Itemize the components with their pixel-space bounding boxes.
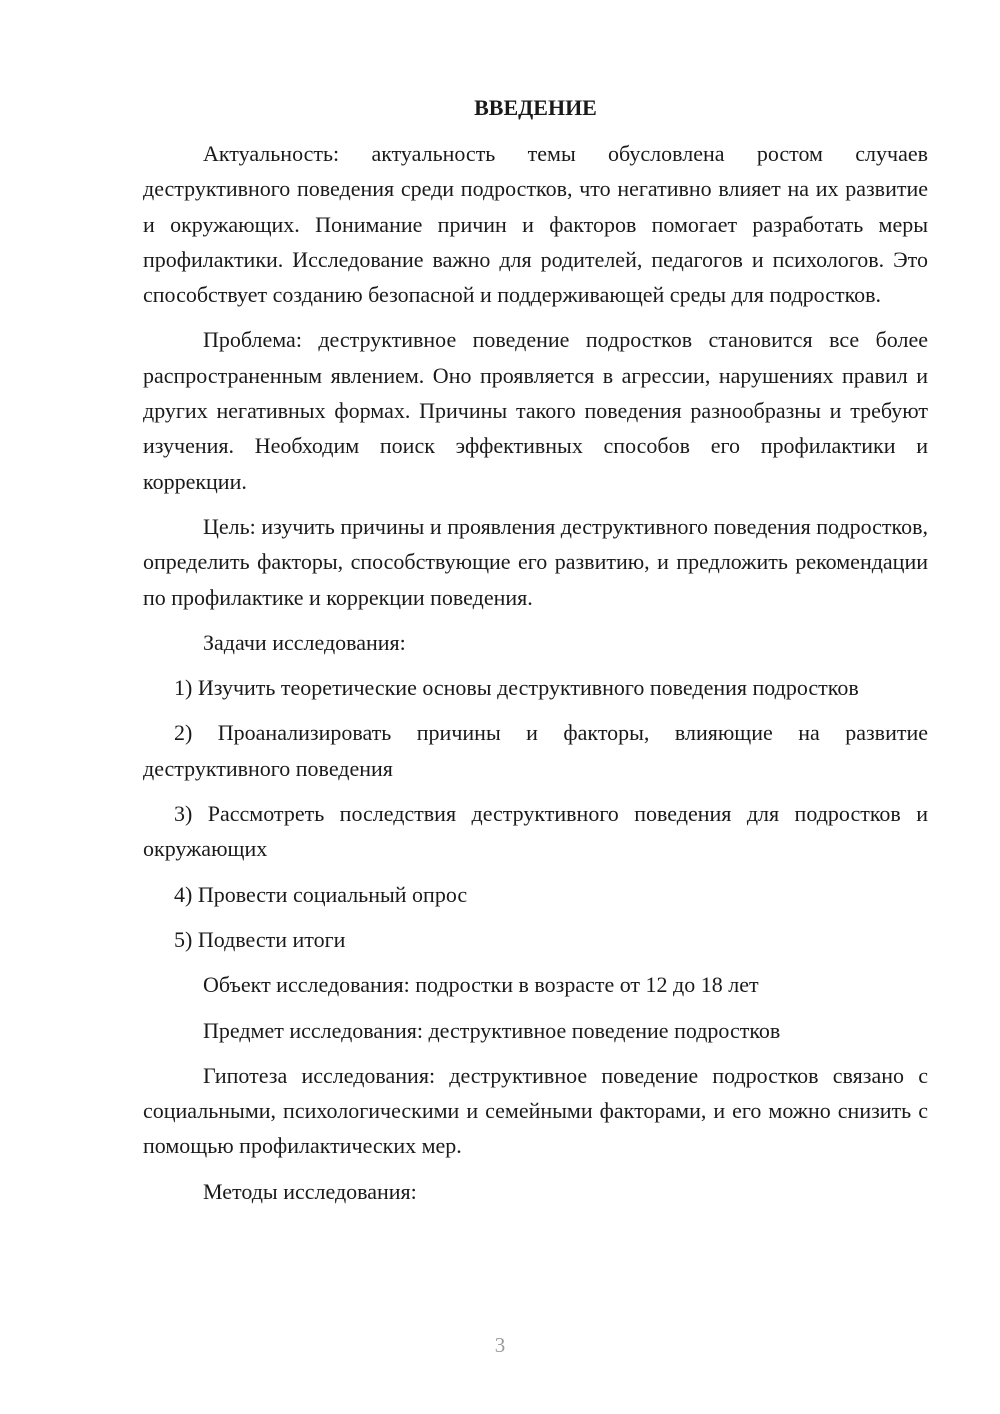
object-paragraph: Объект исследования: подростки в возрасте от 12 до 18 лет — [203, 972, 759, 998]
tasks-title: Задачи исследования: — [203, 629, 406, 655]
subject-paragraph: Предмет исследования: деструктивное поведение подростков — [203, 1017, 781, 1043]
hypothesis-paragraph: Гипотеза исследования: деструктивное поведение подростков связано с социальными, психологическими и семейными факторами, и его можно снизить с помощью профилактических мер. — [143, 1062, 928, 1159]
relevance-paragraph: Актуальность: актуальность темы обусловлена ростом случаев деструктивного поведения среди подростков, что негативно влияет на их развитие и окружающих. Понимание причин и факторов помогает разработать меры профилактики. Исследование важно для родителей, педагогов и психологов. Это способствует созданию безопасной и поддерживающей среды для подростков. — [143, 141, 928, 308]
task-item: 1) Изучить теоретические основы деструктивного поведения подростков — [174, 675, 859, 701]
task-item: 3) Рассмотреть последствия деструктивного поведения для подростков и окружающих — [143, 801, 928, 862]
goal-paragraph: Цель: изучить причины и проявления деструктивного поведения подростков, определить факторы, способствующие его развитию, и предложить рекомендации по профилактике и коррекции поведения. — [143, 513, 928, 610]
task-item: 4) Провести социальный опрос — [174, 881, 468, 907]
methods-title: Методы исследования: — [203, 1178, 417, 1204]
page-number: 3 — [494, 1333, 506, 1357]
problem-paragraph: Проблема: деструктивное поведение подростков становится все более распространенным явлением. Оно проявляется в агрессии, нарушениях правил и других негативных формах. Причины такого поведения разнообразны и требуют изучения. Необходим поиск эффективных способов его профилактики и коррекции. — [143, 327, 928, 494]
task-item: 5) Подвести итоги — [174, 926, 346, 952]
section-heading: ВВЕДЕНИЕ — [474, 95, 597, 120]
task-item: 2) Проанализировать причины и факторы, влияющие на развитие деструктивного поведения — [143, 720, 928, 781]
document-page — [143, 88, 928, 1219]
